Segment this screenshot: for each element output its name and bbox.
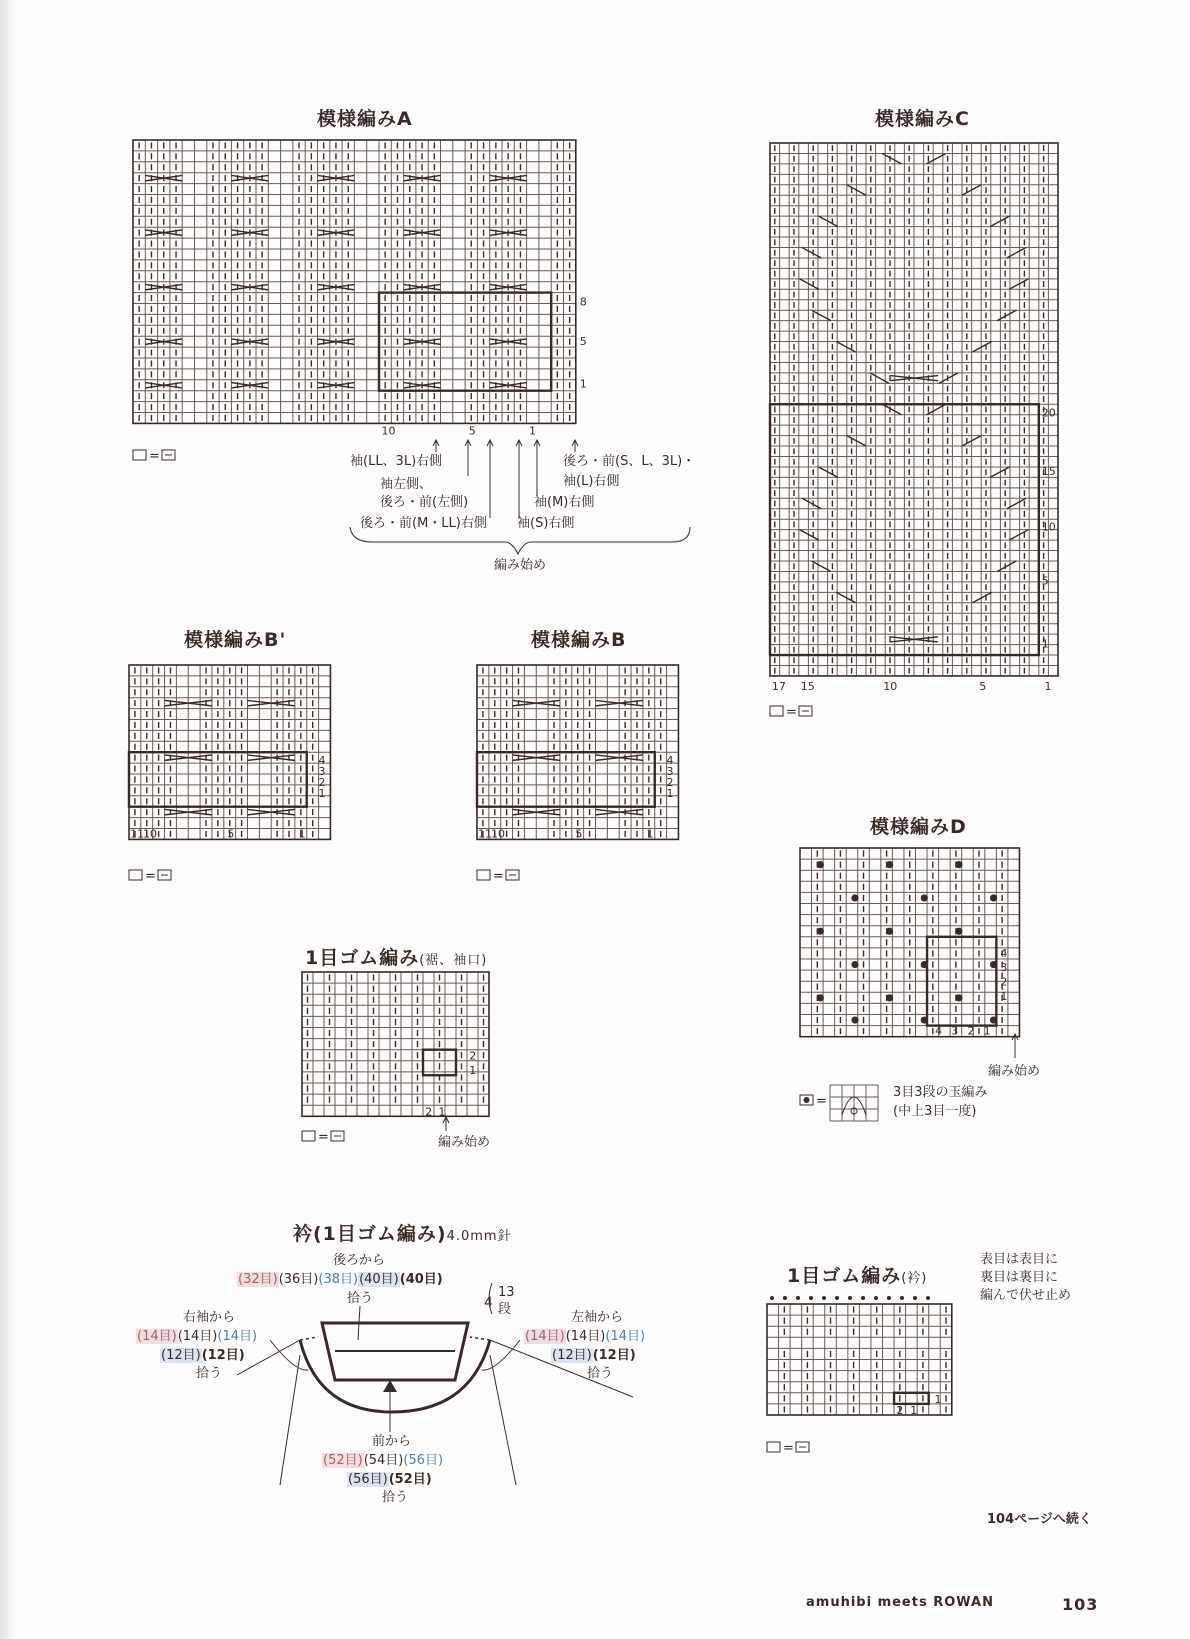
collar-right-sleeve-counts-1 bbox=[136, 1329, 257, 1345]
pattern-d-bobble-dot bbox=[955, 928, 962, 935]
pattern-c-cable-right bbox=[1009, 279, 1028, 289]
brand-footer: amuhibi meets ROWAN bbox=[806, 1595, 994, 1610]
note-sleeve-l-right: 袖(L)右側 bbox=[563, 474, 620, 489]
pattern-d-row-num: 1 bbox=[1000, 990, 1008, 1004]
rib-collar-grid bbox=[767, 1304, 952, 1415]
rib-collar-legend-equals: = bbox=[783, 1441, 794, 1456]
pattern-d-col-num: 3 bbox=[951, 1024, 959, 1038]
pattern-d-bobble-dot bbox=[886, 994, 893, 1001]
collar-dashed-joins bbox=[300, 1337, 490, 1340]
collar-right-sleeve-counts-2 bbox=[160, 1348, 245, 1364]
rs-count-4: (12目) bbox=[161, 1348, 201, 1363]
pattern-c-col-num: 10 bbox=[883, 679, 898, 693]
bind-off-dot bbox=[770, 1296, 774, 1300]
pattern-a-grid bbox=[133, 140, 576, 423]
pattern-c-row-num: 1 bbox=[1041, 637, 1049, 651]
bobble-legend-equals: = bbox=[816, 1094, 827, 1109]
title-pattern-b-prime: 模様編みB' bbox=[184, 629, 287, 651]
collar-from-left-sleeve: 左袖から bbox=[571, 1310, 624, 1325]
pattern-c-cable-left bbox=[819, 216, 838, 226]
collar-back-pickup: 拾う bbox=[347, 1291, 374, 1306]
collar-from-back: 後ろから bbox=[333, 1253, 386, 1268]
pattern-c-cable-right bbox=[939, 373, 958, 383]
pattern-c-cable-left bbox=[800, 530, 819, 540]
note-sleeve-ll-3l-right: 袖(LL、3L)右側 bbox=[350, 454, 443, 469]
note-sleeve-m-right: 袖(M)右側 bbox=[534, 495, 595, 510]
note-sleeve-left-2: 後ろ・前(左側) bbox=[380, 495, 469, 510]
pattern-c-cable-left bbox=[836, 342, 855, 352]
bind-off-dot bbox=[835, 1296, 839, 1300]
ls-count-3: (14目) bbox=[605, 1329, 646, 1344]
title-pattern-c: 模様編みC bbox=[875, 108, 970, 130]
pattern-b-col-num: 5 bbox=[575, 827, 583, 841]
front-count-5: (52目) bbox=[388, 1472, 432, 1487]
rs-count-3: (14目) bbox=[217, 1329, 258, 1344]
bind-off-dot bbox=[809, 1296, 813, 1300]
collar-title-sub: 4.0mm針 bbox=[446, 1229, 512, 1244]
pattern-c-col-num: 1 bbox=[1044, 679, 1052, 693]
collar-from-front: 前から bbox=[372, 1434, 412, 1449]
bind-off-dot bbox=[861, 1296, 865, 1300]
rib-collar-legend-blank-symbol bbox=[767, 1442, 780, 1452]
pattern-b-legend-equals: = bbox=[493, 869, 504, 884]
back-count-3: (38目) bbox=[318, 1272, 359, 1287]
rib-hem-col-num: 2 bbox=[425, 1105, 433, 1119]
pattern-c-row-num: 5 bbox=[1041, 574, 1049, 588]
pattern-a-col-num: 5 bbox=[468, 424, 476, 438]
rs-count-1: (14目) bbox=[137, 1329, 177, 1344]
pattern-c-row-num: 20 bbox=[1041, 406, 1056, 420]
page-number: 103 bbox=[1062, 1595, 1099, 1614]
front-count-2: (54目) bbox=[363, 1453, 404, 1468]
pattern-d-bobble-dot bbox=[955, 861, 962, 868]
rib-hem-title-text: 1目ゴム編み bbox=[305, 947, 420, 969]
pattern-d-bobble-dot bbox=[817, 928, 824, 935]
collar-front-counts-1 bbox=[322, 1453, 443, 1469]
pattern-a-legend-blank-symbol bbox=[133, 450, 146, 460]
pattern-d-bobble-dot bbox=[817, 994, 824, 1001]
bind-off-dot bbox=[874, 1296, 878, 1300]
pattern-c-cable-left bbox=[836, 592, 855, 602]
pattern-c-cable-right bbox=[1009, 530, 1028, 540]
pattern-c-cable-right bbox=[972, 592, 991, 602]
pattern-b-prime-col-num: 11 bbox=[130, 827, 144, 841]
front-count-3: (56目) bbox=[403, 1453, 444, 1468]
pattern-c-row-num: 15 bbox=[1041, 464, 1056, 478]
rib-collar-col-num: 1 bbox=[910, 1404, 918, 1417]
pattern-b-row-num: 2 bbox=[666, 775, 674, 789]
bind-off-dot bbox=[848, 1296, 852, 1300]
collar-rows-4: 4 bbox=[484, 1295, 493, 1311]
pattern-b-row-num: 1 bbox=[666, 786, 674, 800]
pattern-d-col-num: 1 bbox=[983, 1024, 991, 1038]
collar-front-arrow-head bbox=[383, 1380, 397, 1392]
rib-collar-title-text: 1目ゴム編み bbox=[787, 1265, 902, 1287]
pattern-c-cable-right bbox=[990, 216, 1009, 226]
rs-count-2: (14目) bbox=[177, 1329, 218, 1344]
pattern-b-prime-col-num: 5 bbox=[227, 827, 235, 841]
pattern-b-prime-row-num: 3 bbox=[318, 765, 326, 778]
title-pattern-a: 模様編みA bbox=[317, 108, 413, 130]
pattern-b-col-num: 11 bbox=[478, 827, 492, 841]
title-rib-collar bbox=[787, 1261, 927, 1288]
note-sleeve-s-right: 袖(S)右側 bbox=[517, 516, 575, 531]
rib-collar-title-sub: (衿) bbox=[901, 1271, 928, 1286]
pattern-c-stitches bbox=[775, 145, 1044, 673]
bind-off-note-2: 裏目は裏目に bbox=[980, 1270, 1059, 1285]
pattern-b-prime-row-num: 4 bbox=[318, 754, 326, 768]
rib-hem-legend-blank-symbol bbox=[302, 1131, 315, 1141]
pattern-d-col-num: 4 bbox=[935, 1024, 943, 1038]
pattern-a-row-num: 8 bbox=[579, 295, 587, 309]
collar-title-text: 衿(1目ゴム編み) bbox=[293, 1223, 447, 1245]
pattern-d-bobble-dot bbox=[851, 961, 858, 968]
pattern-b-col-num: 10 bbox=[491, 827, 505, 841]
pattern-a-col-num: 10 bbox=[381, 424, 396, 438]
back-count-1: (32目) bbox=[238, 1272, 278, 1287]
pattern-d-bobble-dot bbox=[817, 861, 824, 868]
pattern-c-cable-left bbox=[819, 467, 838, 477]
pattern-c-cable-left bbox=[870, 373, 889, 383]
pattern-d-bobble-dot bbox=[990, 894, 997, 901]
pattern-b-prime-row-num: 1 bbox=[318, 786, 326, 800]
bind-off-dot bbox=[926, 1296, 930, 1300]
ls-count-5: (12目) bbox=[592, 1348, 636, 1363]
collar-left-sleeve-pickup: 拾う bbox=[587, 1366, 614, 1381]
title-rib-hem bbox=[305, 943, 487, 970]
ls-count-1: (14目) bbox=[525, 1329, 565, 1344]
back-count-2: (36目) bbox=[278, 1272, 319, 1287]
pattern-a-row-num: 5 bbox=[579, 334, 587, 348]
note-back-front-m-ll: 後ろ・前(M・LL)右側 bbox=[360, 516, 487, 531]
pattern-b-legend-blank-symbol bbox=[477, 870, 490, 880]
rib-collar-row-num: 1 bbox=[934, 1392, 942, 1406]
pattern-c-col-num: 15 bbox=[800, 679, 815, 693]
pattern-c-row-num: 10 bbox=[1041, 520, 1056, 534]
pattern-b-prime-col-num: 1 bbox=[298, 827, 306, 841]
collar-left-sleeve-counts-2 bbox=[551, 1348, 636, 1364]
collar-front-pickup: 拾う bbox=[382, 1490, 409, 1505]
pattern-c-cable-right bbox=[990, 467, 1009, 477]
bind-off-dot bbox=[913, 1296, 917, 1300]
ls-count-4: (12目) bbox=[552, 1348, 592, 1363]
pattern-d-bobble-dot bbox=[886, 861, 893, 868]
collar-right-sleeve-pickup: 拾う bbox=[196, 1366, 223, 1381]
front-count-4: (56目) bbox=[348, 1472, 388, 1487]
front-count-1: (52目) bbox=[323, 1453, 363, 1468]
pattern-a-legend-equals: = bbox=[149, 449, 160, 464]
collar-front-counts-2 bbox=[347, 1472, 432, 1488]
bind-off-dot bbox=[887, 1296, 891, 1300]
bobble-legend-dot bbox=[804, 1097, 810, 1103]
pattern-d-bobble-dot bbox=[955, 994, 962, 1001]
pattern-d-bobble-dot bbox=[851, 894, 858, 901]
title-pattern-b: 模様編みB bbox=[531, 629, 627, 651]
note-back-front-s-l-3l: 後ろ・前(S、L、3L)・ bbox=[563, 454, 696, 469]
collar-back-counts bbox=[237, 1272, 443, 1288]
rib-hem-title-sub: (裾、袖口) bbox=[419, 953, 488, 968]
bind-off-dot bbox=[783, 1296, 787, 1300]
rib-hem-col-num: 1 bbox=[438, 1105, 446, 1119]
rib-collar-col-num: 2 bbox=[896, 1404, 904, 1417]
note-pattern-a-start: 編み始め bbox=[494, 558, 547, 573]
back-count-5: (40目) bbox=[399, 1272, 443, 1287]
pattern-d-start: 編み始め bbox=[988, 1064, 1041, 1079]
title-pattern-d: 模様編みD bbox=[870, 816, 967, 838]
pattern-b-row-num: 4 bbox=[666, 754, 674, 768]
pattern-c-cable-right bbox=[972, 342, 991, 352]
bind-off-dot bbox=[822, 1296, 826, 1300]
rs-count-5: (12目) bbox=[201, 1348, 245, 1363]
bind-off-dot bbox=[796, 1296, 800, 1300]
pattern-b-row-num: 3 bbox=[666, 765, 674, 778]
pattern-d-row-num: 4 bbox=[1000, 946, 1008, 960]
bobble-desc-1: 3目3段の玉編み bbox=[893, 1085, 988, 1100]
pattern-c-col-num: 17 bbox=[771, 679, 786, 693]
pattern-a-row-num: 1 bbox=[579, 377, 587, 391]
pattern-d-bobble-dot bbox=[921, 894, 928, 901]
pattern-d-bobble-dot bbox=[886, 928, 893, 935]
note-sleeve-left-1: 袖左側、 bbox=[380, 477, 433, 492]
title-collar bbox=[293, 1219, 512, 1246]
ls-count-2: (14目) bbox=[565, 1329, 606, 1344]
pattern-b-prime-legend-equals: = bbox=[145, 869, 156, 884]
bind-off-dot bbox=[900, 1296, 904, 1300]
pattern-c-legend-blank-symbol bbox=[770, 706, 783, 716]
pattern-b-col-num: 1 bbox=[646, 827, 654, 841]
pattern-d-row-num: 3 bbox=[1000, 961, 1008, 975]
collar-left-sleeve-counts-1 bbox=[524, 1329, 645, 1345]
rib-hem-row-num: 2 bbox=[469, 1049, 477, 1063]
bobble-desc-2: (中上3目一度) bbox=[893, 1104, 977, 1119]
pattern-d-row-num: 2 bbox=[1000, 975, 1008, 989]
pattern-d-stitches bbox=[817, 850, 1002, 1034]
bind-off-note-3: 編んで伏せ止め bbox=[980, 1288, 1072, 1303]
pattern-a-col-num: 1 bbox=[529, 424, 537, 438]
pattern-b-prime-col-num: 10 bbox=[143, 827, 157, 841]
pattern-c-col-num: 5 bbox=[979, 679, 987, 693]
pattern-b-prime-legend-blank-symbol bbox=[129, 870, 142, 880]
rib-hem-start: 編み始め bbox=[438, 1135, 491, 1150]
continue-note: 104ページへ続く bbox=[987, 1512, 1092, 1527]
collar-rows-unit: 段 bbox=[498, 1302, 512, 1317]
pattern-b-prime-row-num: 2 bbox=[318, 775, 326, 789]
collar-rows-13: 13 bbox=[498, 1285, 515, 1300]
bind-off-note-1: 表目は表目に bbox=[980, 1252, 1059, 1267]
pattern-d-bobble-dot bbox=[851, 1016, 858, 1023]
rib-hem-legend-equals: = bbox=[318, 1130, 329, 1145]
pattern-c-legend-equals: = bbox=[786, 705, 797, 720]
collar-leader-lines bbox=[270, 1340, 520, 1370]
rib-hem-row-num: 1 bbox=[469, 1064, 477, 1078]
collar-right-shoulder-line bbox=[237, 1340, 300, 1375]
pattern-d-col-num: 2 bbox=[967, 1024, 975, 1038]
pattern-c-cable-left bbox=[800, 279, 819, 289]
collar-from-right-sleeve: 右袖から bbox=[183, 1310, 236, 1325]
back-count-4: (40目) bbox=[359, 1272, 399, 1287]
